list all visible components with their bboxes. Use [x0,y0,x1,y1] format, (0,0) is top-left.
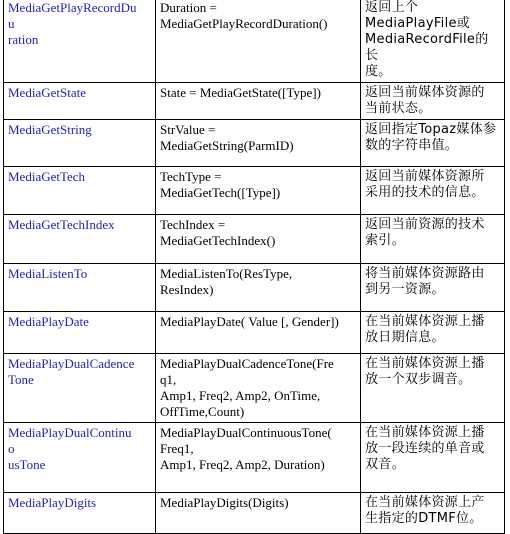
cell-text-line: MediaGetPlayRecordDuration() [160,16,328,31]
cell-text-line: Freq1, [160,441,194,456]
cell-text-line: MediaPlayDigits [8,495,97,510]
function-name-cell [4,167,156,215]
cell-text-line: MediaPlayFile或 [365,16,471,31]
function-syntax-cell [156,167,361,215]
table-row [4,354,505,423]
cell-text-line: 返回当前媒体资源所 [365,169,485,184]
function-description-cell [361,423,505,493]
cell-text-line: State = MediaGetState([Type]) [160,85,321,100]
cell-text-line: ResIndex) [160,282,214,297]
cell-text-line: 数的字符串值。 [365,138,459,153]
function-description-cell [361,167,505,215]
cell-text-line: MediaGetString(ParmID) [160,138,294,153]
cell-text-line: MediaGetTechIndex [8,217,115,232]
cell-text-line: Amp1, Freq2, Amp2, Duration) [160,457,325,472]
cell-text-line: MediaRecordFile的长 [365,32,489,63]
function-syntax-cell [156,354,361,423]
cell-text-line: 将当前媒体资源路由 [365,266,485,281]
cell-text-line: MediaListenTo [8,266,88,281]
function-description-cell [361,354,505,423]
cell-text-line: 在当前媒体资源上播 [365,356,485,371]
function-description-cell [361,120,505,167]
cell-text-line: MediaPlayDate( Value [, Gender]) [160,314,339,329]
cell-text-line: 当前状态。 [365,101,432,116]
cell-text-line: 度。 [365,64,392,79]
function-description-cell [361,215,505,264]
cell-text-line: MediaGetState [8,85,86,100]
table-row [4,264,505,312]
cell-text-line: 返回当前资源的技术 [365,217,485,232]
function-description-cell [361,312,505,354]
cell-text-line: 双音。 [365,457,405,472]
api-function-table [3,0,505,534]
cell-text-line: 采用的技术的信息。 [365,185,485,200]
cell-text-line: OffTime,Count) [160,404,245,419]
table-row [4,83,505,120]
cell-text-line: 在当前媒体资源上播 [365,425,485,440]
cell-text-line: 在当前媒体资源上播 [365,314,485,329]
function-syntax-cell [156,120,361,167]
function-syntax-cell [156,493,361,534]
cell-text-line: 放一段连续的单音或 [365,441,485,456]
cell-text-line: 返回指定Topaz媒体参 [365,122,497,137]
cell-text-line: TechType = [160,169,222,184]
cell-text-line: Amp1, Freq2, Amp2, OnTime, [160,388,321,403]
cell-text-line: 返回当前媒体资源的 [365,85,485,100]
cell-text-line: o [8,441,15,456]
function-description-cell [361,493,505,534]
function-name-cell [4,354,156,423]
function-name-cell [4,264,156,312]
function-name-cell [4,83,156,120]
cell-text-line: 在当前媒体资源上产 [365,495,485,510]
cell-text-line: TechIndex = [160,217,226,232]
cell-text-line: MediaGetPlayRecordDu [8,0,137,15]
cell-text-line: 到另一资源。 [365,282,445,297]
function-syntax-cell [156,312,361,354]
cell-text-line: 放一个双步调音。 [365,372,472,387]
cell-text-line: MediaPlayDualContinuousTone( [160,425,332,440]
cell-text-line: 生指定的DTMF位。 [365,511,483,526]
cell-text-line: 返回上个 [365,0,419,15]
cell-text-line: MediaGetTechIndex() [160,233,276,248]
table-row [4,0,505,83]
cell-text-line: MediaGetTech [8,169,86,184]
function-syntax-cell [156,423,361,493]
function-name-cell [4,312,156,354]
table-row [4,423,505,493]
cell-text-line: StrValue = [160,122,216,137]
cell-text-line: MediaPlayDate [8,314,89,329]
table-row [4,493,505,534]
cell-text-line: ration [8,32,39,47]
cell-text-line: MediaPlayDualCadenceTone(Fre [160,356,334,371]
cell-text-line: u [8,16,15,31]
cell-text-line: MediaPlayDualContinu [8,425,132,440]
table-row [4,120,505,167]
cell-text-line: MediaPlayDigits(Digits) [160,495,289,510]
cell-text-line: MediaListenTo(ResType, [160,266,293,281]
table-row [4,312,505,354]
cell-text-line: usTone [8,457,46,472]
table-body [4,0,505,534]
table-row [4,215,505,264]
cell-text-line: Duration = [160,0,217,15]
table-row [4,167,505,215]
function-syntax-cell [156,0,361,83]
cell-text-line: MediaGetString [8,122,92,137]
cell-text-line: 放日期信息。 [365,330,445,345]
function-syntax-cell [156,264,361,312]
function-description-cell [361,0,505,83]
cell-text-line: MediaPlayDualCadence [8,356,135,371]
function-description-cell [361,264,505,312]
cell-text-line: MediaGetTech([Type]) [160,185,281,200]
function-name-cell [4,215,156,264]
cell-text-line: Tone [8,372,34,387]
function-name-cell [4,0,156,83]
cell-text-line: q1, [160,372,177,387]
function-name-cell [4,120,156,167]
function-name-cell [4,423,156,493]
cell-text-line: 索引。 [365,233,405,248]
function-syntax-cell [156,215,361,264]
function-syntax-cell [156,83,361,120]
function-description-cell [361,83,505,120]
function-name-cell [4,493,156,534]
